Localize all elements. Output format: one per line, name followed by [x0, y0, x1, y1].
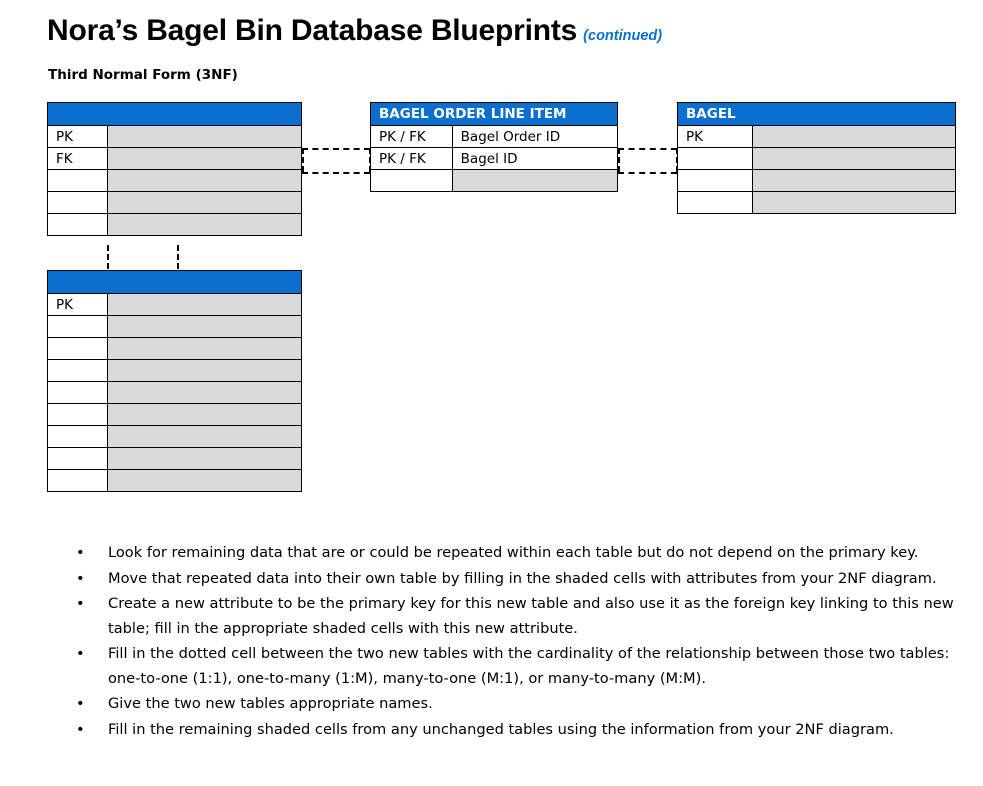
bagel-order-line-item-table: [370, 102, 618, 192]
key-cell[interactable]: [48, 382, 108, 404]
key-cell[interactable]: [678, 148, 753, 170]
attribute-cell[interactable]: Bagel ID: [452, 148, 617, 170]
table-row: [371, 170, 618, 192]
attribute-cell[interactable]: [752, 192, 955, 214]
key-cell[interactable]: PK / FK: [371, 126, 453, 148]
key-cell[interactable]: [48, 214, 108, 236]
attribute-cell[interactable]: [107, 148, 301, 170]
key-cell[interactable]: [48, 426, 108, 448]
attribute-cell[interactable]: [107, 192, 301, 214]
table-row: [48, 338, 302, 360]
attribute-cell[interactable]: [107, 404, 301, 426]
table-name-cell[interactable]: [48, 271, 302, 294]
table-row: [48, 470, 302, 492]
table-name-cell[interactable]: [48, 103, 302, 126]
table-name-cell: BAGEL: [678, 103, 956, 126]
key-cell[interactable]: [678, 192, 753, 214]
instruction-item: [76, 718, 956, 743]
key-cell[interactable]: [48, 470, 108, 492]
attribute-cell[interactable]: [107, 426, 301, 448]
relationship-cell-bottom[interactable]: [302, 172, 370, 174]
key-cell[interactable]: [48, 404, 108, 426]
key-cell[interactable]: PK / FK: [371, 148, 453, 170]
key-cell[interactable]: [48, 338, 108, 360]
key-cell[interactable]: [48, 192, 108, 214]
key-cell[interactable]: [48, 448, 108, 470]
bagel-table: [677, 102, 956, 214]
table-row: [48, 448, 302, 470]
new-table-1: [47, 102, 302, 236]
table-row: [48, 148, 302, 170]
key-cell[interactable]: PK: [48, 294, 108, 316]
table-row: [48, 214, 302, 236]
key-cell[interactable]: FK: [48, 148, 108, 170]
table-row: [678, 148, 956, 170]
new-table-2: [47, 270, 302, 492]
key-cell[interactable]: [48, 360, 108, 382]
bullet-icon: •: [76, 544, 85, 561]
table-row: [678, 170, 956, 192]
bullet-icon: •: [76, 569, 85, 587]
key-cell[interactable]: PK: [48, 126, 108, 148]
bullet-icon: •: [76, 695, 85, 712]
instruction-item: [76, 592, 956, 641]
table-row: [371, 148, 618, 170]
section-subtitle: Third Normal Form (3NF): [48, 67, 238, 83]
instruction-text: Create a new attribute to be the primary key for this new table and also use it as the foreign key linking to this new table; fill in the appropriate shaded cells with this new attribute.: [108, 595, 954, 637]
table-row: [48, 360, 302, 382]
table-row: [48, 192, 302, 214]
bullet-icon: •: [76, 645, 85, 662]
table-row: [48, 426, 302, 448]
attribute-cell[interactable]: [107, 360, 301, 382]
attribute-cell[interactable]: [107, 470, 301, 492]
relationship-cell-bottom[interactable]: [618, 172, 677, 174]
instruction-text: Look for remaining data that are or could be repeated within each table but do not depend on the primary key.: [108, 544, 919, 561]
attribute-cell[interactable]: [752, 148, 955, 170]
attribute-cell[interactable]: [752, 126, 955, 148]
table-row: [371, 126, 618, 148]
relationship-cell-top[interactable]: [618, 148, 677, 150]
relationship-cell-right[interactable]: [177, 245, 179, 269]
instruction-text: Give the two new tables appropriate names.: [108, 695, 433, 712]
instruction-text: Fill in the dotted cell between the two new tables with the cardinality of the relationship between those two tables: one-to-one (1:1), one-to-many (1:M), many-to-one (M:1), or many-to-many (M:M).: [108, 645, 950, 687]
table-row: [48, 126, 302, 148]
table-row: [48, 382, 302, 404]
key-cell[interactable]: [48, 170, 108, 192]
page-title: Nora’s Bagel Bin Database Blueprints (continued): [47, 14, 663, 47]
table-row: [678, 192, 956, 214]
table-name-cell: BAGEL ORDER LINE ITEM: [371, 103, 618, 126]
instruction-list: [76, 541, 956, 743]
attribute-cell[interactable]: [107, 126, 301, 148]
attribute-cell[interactable]: Bagel Order ID: [452, 126, 617, 148]
attribute-cell[interactable]: [107, 448, 301, 470]
instruction-item: [76, 541, 956, 566]
relationship-cell-side[interactable]: [302, 148, 304, 172]
continued-label: (continued): [583, 28, 663, 44]
key-cell[interactable]: PK: [678, 126, 753, 148]
bullet-icon: •: [76, 595, 85, 612]
attribute-cell[interactable]: [107, 316, 301, 338]
instruction-item: [76, 692, 956, 717]
relationship-cell-left[interactable]: [107, 245, 109, 269]
relationship-cell-top[interactable]: [302, 148, 370, 150]
instruction-text: Fill in the remaining shaded cells from any unchanged tables using the information from your 2NF diagram.: [108, 720, 894, 738]
attribute-cell[interactable]: [107, 382, 301, 404]
key-cell[interactable]: [371, 170, 453, 192]
attribute-cell[interactable]: [107, 338, 301, 360]
attribute-cell[interactable]: [107, 214, 301, 236]
key-cell[interactable]: [678, 170, 753, 192]
bullet-icon: •: [76, 720, 85, 738]
instruction-text: Move that repeated data into their own table by filling in the shaded cells with attributes from your 2NF diagram.: [108, 569, 937, 587]
instruction-item: [76, 567, 956, 592]
table-row: [678, 126, 956, 148]
table-row: [48, 294, 302, 316]
attribute-cell[interactable]: [107, 170, 301, 192]
relationship-cell-side[interactable]: [618, 148, 620, 172]
key-cell[interactable]: [48, 316, 108, 338]
attribute-cell[interactable]: [452, 170, 617, 192]
instruction-item: [76, 642, 956, 691]
attribute-cell[interactable]: [107, 294, 301, 316]
table-row: [48, 404, 302, 426]
table-row: [48, 316, 302, 338]
attribute-cell[interactable]: [752, 170, 955, 192]
table-row: [48, 170, 302, 192]
